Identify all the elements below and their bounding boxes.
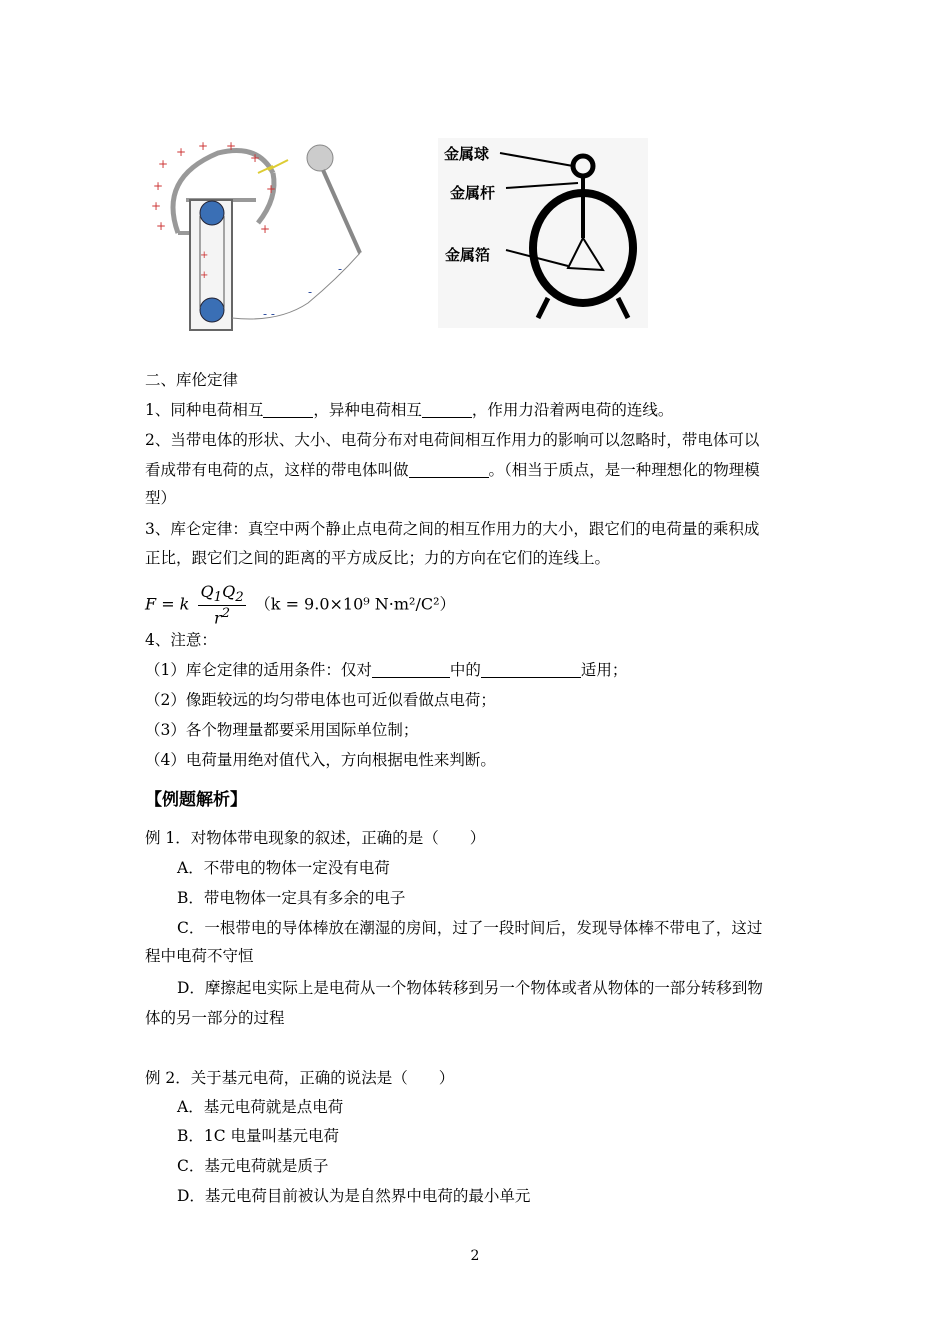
ex2-option-b: B．1C 电量叫基元电荷 [177,1127,340,1145]
svg-text:+: + [156,219,167,233]
svg-text:-: - [338,262,343,276]
svg-text:+: + [200,250,209,261]
note-2: （2）像距较远的均匀带电体也可近似看做点电荷； [145,691,496,709]
ex2-option-a: A．基元电荷就是点电荷 [177,1098,344,1116]
svg-text:+: + [151,199,162,213]
para-2b: 看成带有电荷的点，这样的带电体叫做 。（相当于质点，是一种理想化的物理模 [145,461,760,479]
svg-text:+: + [260,222,271,236]
para-4: 4、注意： [145,631,217,649]
svg-text:+: + [266,182,277,196]
ex1-option-a: A．不带电的物体一定没有电荷 [177,859,390,877]
note-3: （3）各个物理量都要采用国际单位制； [145,721,419,739]
svg-text:+: + [176,145,187,159]
svg-text:+: + [153,179,164,193]
para-3a: 3、库仑定律：真空中两个静止点电荷之间的相互作用力的大小，跟它们的电荷量的乘积成 [145,520,760,538]
svg-text:- -: - - [263,307,275,321]
ex1-option-d-cont: 体的另一部分的过程 [145,1009,285,1027]
ex2-question: 例 2．关于基元电荷，正确的说法是（ ） [145,1069,455,1087]
ex2-option-c: C．基元电荷就是质子 [177,1157,329,1175]
svg-text:+: + [158,157,169,171]
van-de-graaff-figure [148,138,373,343]
ex1-option-c-cont: 程中电荷不守恒 [145,947,254,965]
examples-heading: 【例题解析】 [145,790,247,810]
page-number: 2 [470,1248,480,1264]
para-1: 1、同种电荷相互 ，异种电荷相互 ，作用力沿着两电荷的连线。 [145,401,674,419]
svg-text:+: + [226,139,237,153]
electroscope-figure [438,138,648,328]
label-metal-rod: 金属杆 [450,184,496,202]
section-title: 二、库伦定律 [145,371,239,389]
label-metal-ball: 金属球 [444,145,490,163]
coulomb-formula: F = k $\frac{Q_1Q_2}{r^2}$ （k = 9.0×10⁹ N·m²/C²） [145,582,456,628]
svg-text:+: + [200,270,209,281]
para-3b: 正比，跟它们之间的距离的平方成反比；力的方向在它们的连线上。 [145,549,611,567]
note-1: （1）库仑定律的适用条件：仅对 中的 适用； [145,661,628,679]
note-4: （4）电荷量用绝对值代入，方向根据电性来判断。 [145,751,496,769]
svg-text:+: + [250,151,261,165]
svg-text:+: + [198,139,209,153]
label-metal-foil: 金属箔 [445,246,491,264]
para-2a: 2、当带电体的形状、大小、电荷分布对电荷间相互作用力的影响可以忽略时，带电体可以 [145,431,760,449]
para-2c: 型） [145,489,177,507]
ex2-option-d: D．基元电荷目前被认为是自然界中电荷的最小单元 [177,1187,531,1205]
ex1-option-c: C．一根带电的导体棒放在潮湿的房间，过了一段时间后，发现导体棒不带电了，这过 [177,919,763,937]
ex1-question: 例 1．对物体带电现象的叙述，正确的是（ ） [145,829,486,847]
svg-text:-: - [308,285,313,299]
ex1-option-b: B．带电物体一定具有多余的电子 [177,889,406,907]
ex1-option-d: D．摩擦起电实际上是电荷从一个物体转移到另一个物体或者从物体的一部分转移到物 [177,979,763,997]
